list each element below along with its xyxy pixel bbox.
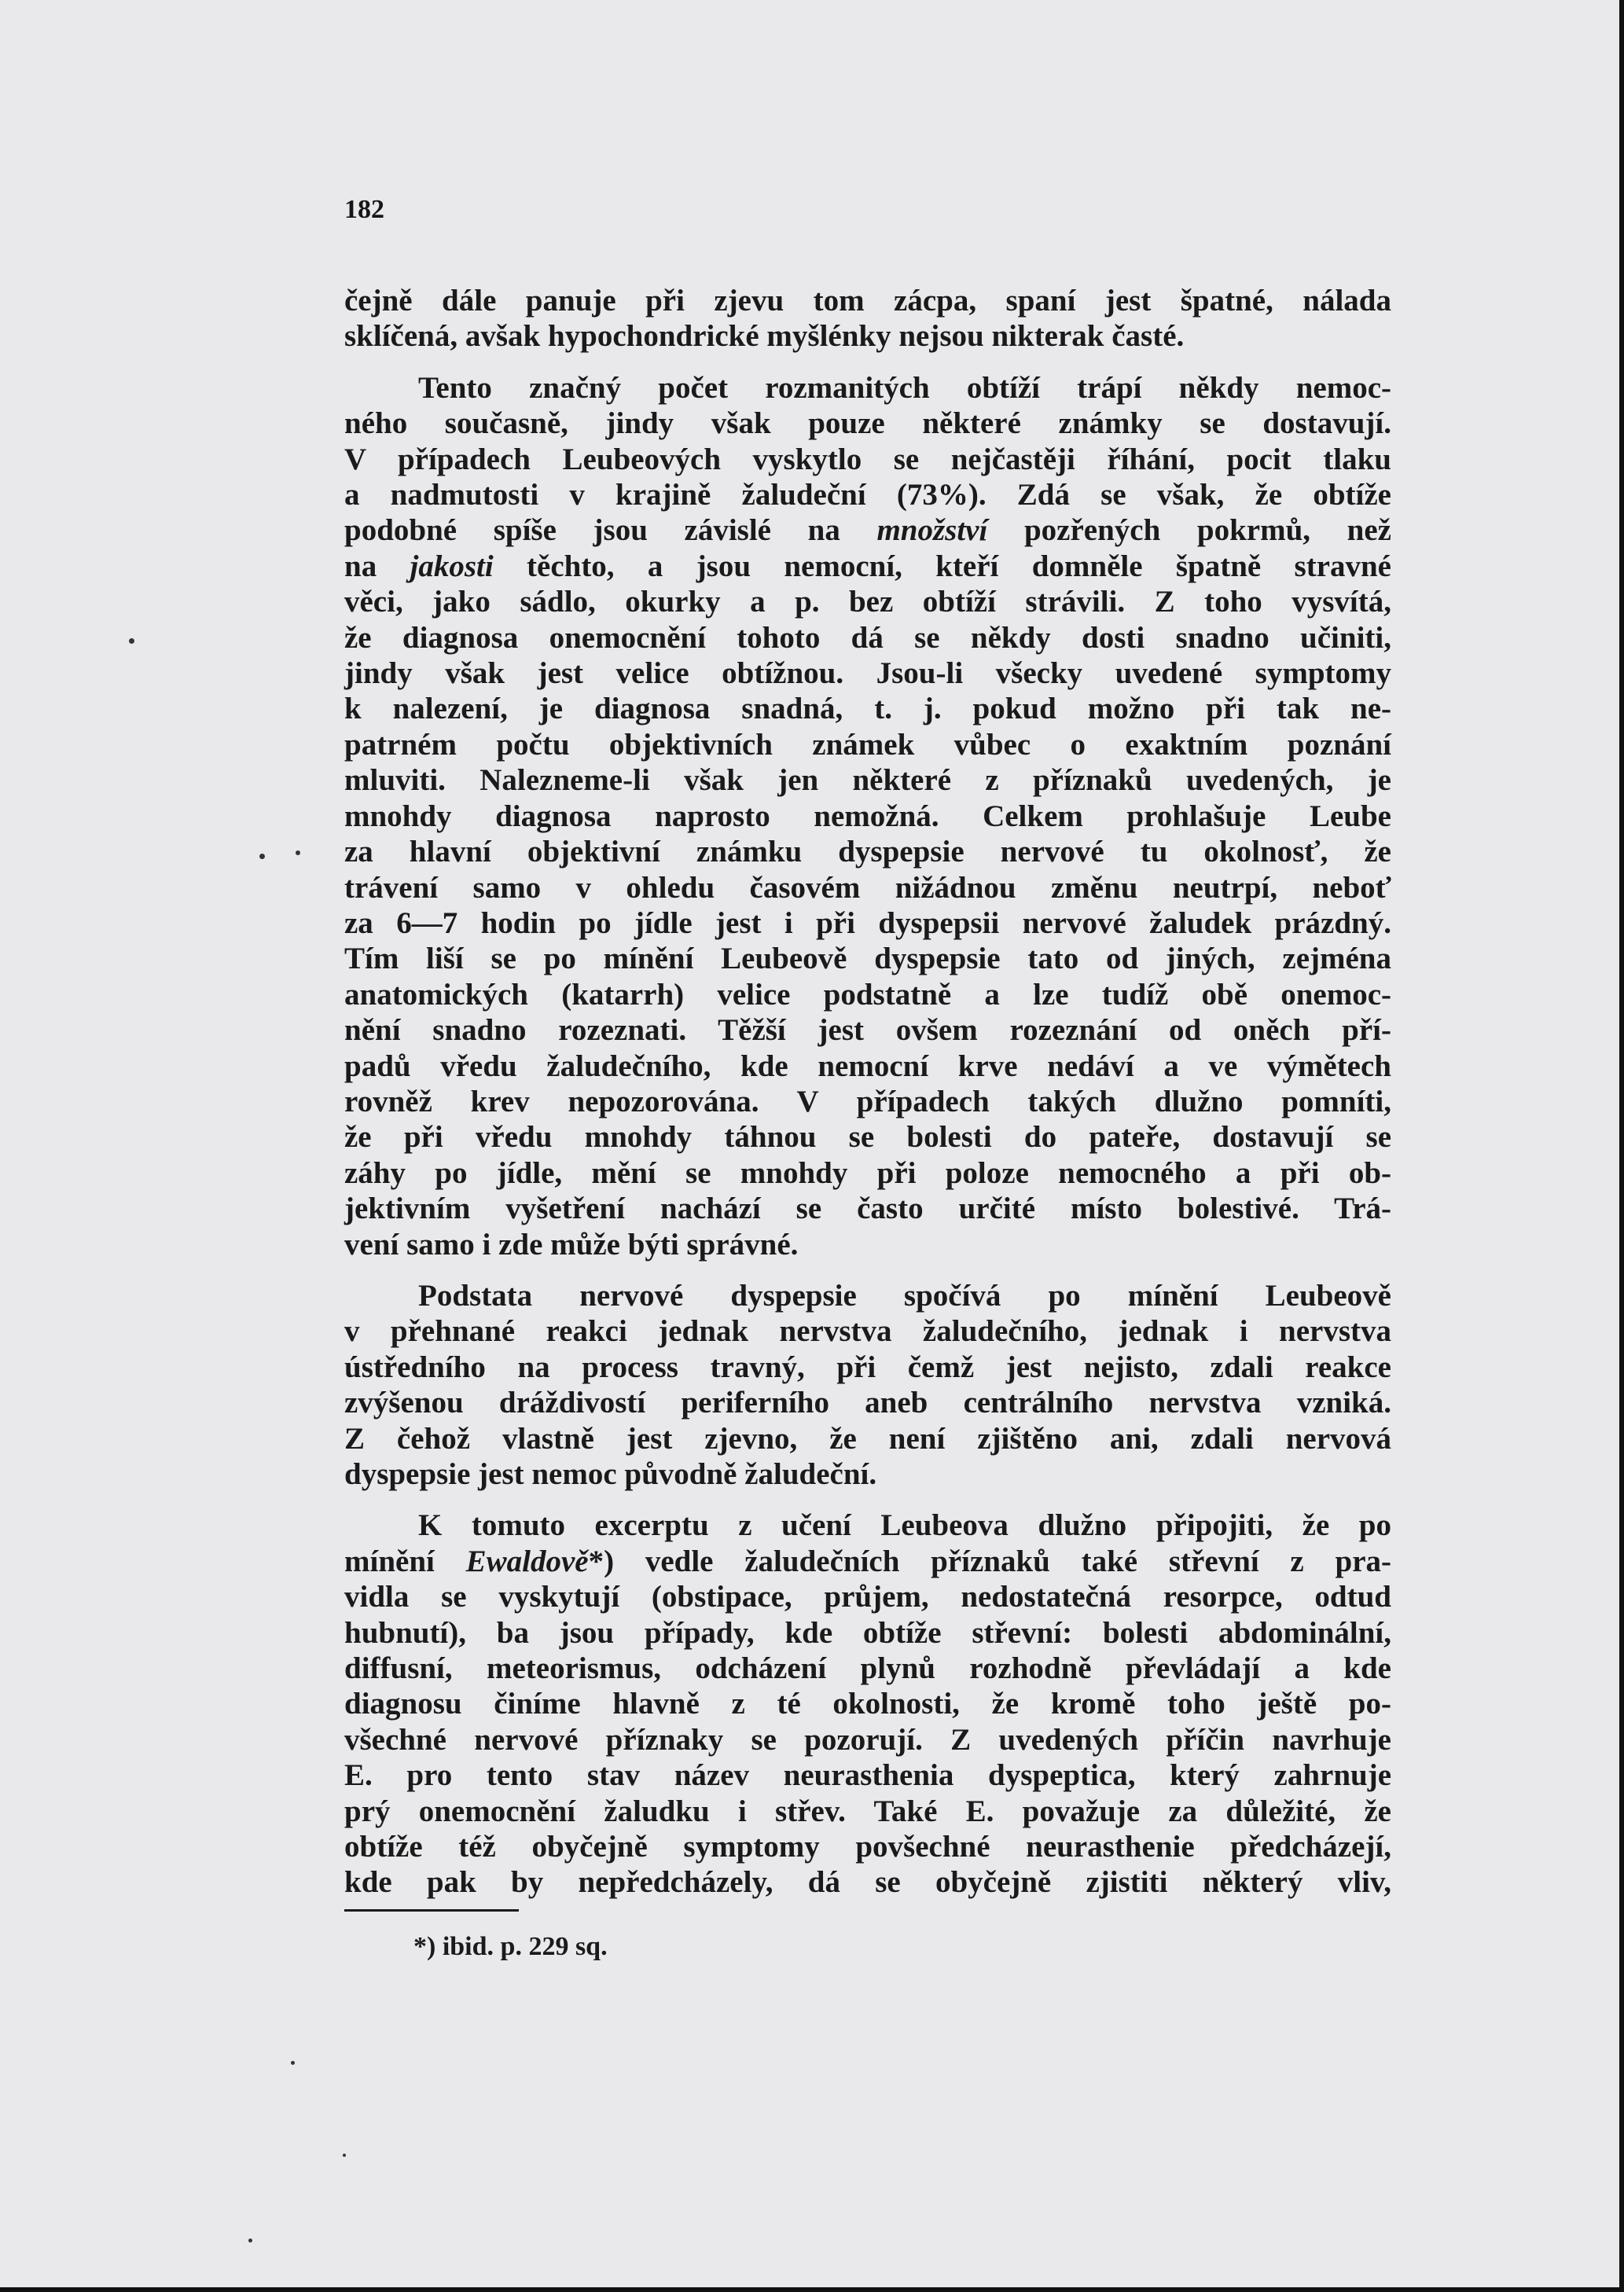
text-line: trávení samo v ohledu časovém nižádnou změnu neutrpí, neboť <box>344 870 1391 905</box>
text-body <box>344 283 1391 1901</box>
text-line: mnohdy diagnosa naprosto nemožná. Celkem prohlašuje Leube <box>344 799 1391 833</box>
paragraph-1 <box>344 283 1391 354</box>
text-line: vidla se vyskytují (obstipace, průjem, nedostatečná resorpce, odtud <box>344 1580 1391 1614</box>
text-line: ústředního na process travný, při čemž jest nejisto, zdali reakce <box>344 1350 1391 1384</box>
scan-speck <box>291 2061 295 2065</box>
text-line: že při vředu mnohdy táhnou se bolesti do pateře, dostavují se <box>344 1120 1391 1155</box>
text-line: sklíčená, avšak hypochondrické myšlénky nejsou nikterak časté. <box>344 319 1185 354</box>
text-line: jindy však jest velice obtížnou. Jsou-li všecky uvedené symptomy <box>344 656 1391 691</box>
page-number: 182 <box>344 195 384 224</box>
text-line: ného současně, jindy však pouze některé známky se dostavují. <box>344 406 1391 441</box>
text-line: za hlavní objektivní známku dyspepsie nervové tu okolnosť, že <box>344 835 1391 869</box>
text-line: patrném počtu objektivních známek vůbec o exaktním poznání <box>344 727 1391 762</box>
scan-speck <box>259 854 265 859</box>
text-line: záhy po jídle, mění se mnohdy při poloze nemocného a při ob- <box>344 1155 1391 1190</box>
text-line: E. pro tento stav název neurasthenia dyspeptica, který zahrnuje <box>344 1758 1391 1793</box>
text-line: věci, jako sádlo, okurky a p. bez obtíží strávili. Z toho vysvítá, <box>344 585 1391 619</box>
emphasis: jakosti <box>410 549 494 583</box>
text-line: a nadmutosti v krajině žaludeční (73%). Zdá se však, že obtíže <box>344 478 1391 512</box>
text-line: podobné spíše jsou závislé na množství pozřených pokrmů, než <box>344 513 1391 548</box>
paragraph-4 <box>344 1508 1391 1900</box>
text-line: prý onemocnění žaludku i střev. Také E. považuje za důležité, že <box>344 1794 1391 1828</box>
paragraph-3 <box>344 1278 1391 1492</box>
text-line: V případech Leubeových vyskytlo se nejčastěji říhání, pocit tlaku <box>344 442 1391 476</box>
text-line: diffusní, meteorismus, odcházení plynů rozhodně převládají a kde <box>344 1651 1391 1686</box>
text-line: za 6—7 hodin po jídle jest i při dyspepsii nervové žaludek prázdný. <box>344 905 1391 940</box>
text-line: v přehnané reakci jednak nervstva žaludečního, jednak i nervstva <box>344 1314 1391 1349</box>
text-line: mínění Ewaldově*) vedle žaludečních příznaků také střevní z pra- <box>344 1544 1391 1578</box>
text-line: Z čehož vlastně jest zjevno, že není zjištěno ani, zdali nervová <box>344 1421 1391 1456</box>
scan-speck <box>248 2239 252 2242</box>
text-line: anatomických (katarrh) velice podstatně a lze tudíž obě onemoc- <box>344 977 1391 1012</box>
text-line: že diagnosa onemocnění tohoto dá se někdy dosti snadno učiniti, <box>344 620 1391 655</box>
paragraph-2 <box>344 370 1391 1262</box>
scan-speck <box>343 2154 346 2157</box>
text-line: mluviti. Nalezneme-li však jen některé z příznaků uvedených, je <box>344 763 1391 798</box>
text-line: k nalezení, je diagnosa snadná, t. j. pokud možno při tak ne- <box>344 692 1391 726</box>
emphasis: množství <box>876 513 988 548</box>
text-line: hubnutí), ba jsou případy, kde obtíže střevní: bolesti abdominální, <box>344 1615 1391 1650</box>
text-line: všechné nervové příznaky se pozorují. Z uvedených příčin navrhuje <box>344 1722 1391 1757</box>
text-line: čejně dále panuje při zjevu tom zácpa, spaní jest špatné, nálada <box>344 284 1391 318</box>
text-line: nění snadno rozeznati. Těžší jest ovšem rozeznání od oněch pří- <box>344 1013 1391 1048</box>
text-line: Tento značný počet rozmanitých obtíží trápí někdy nemoc- <box>418 370 1391 405</box>
text-line: zvýšenou dráždivostí periferního aneb centrálního nervstva vzniká. <box>344 1386 1391 1420</box>
text-line: kde pak by nepředcházely, dá se obyčejně zjistiti některý vliv, <box>344 1865 1391 1900</box>
scan-speck <box>129 638 134 644</box>
text-line: jektivním vyšetření nachází se často určité místo bolestivé. Trá- <box>344 1192 1391 1226</box>
text-line: Podstata nervové dyspepsie spočívá po mínění Leubeově <box>418 1278 1391 1313</box>
text-line: vení samo i zde může býti správné. <box>344 1227 799 1262</box>
text-line: dyspepsie jest nemoc původně žaludeční. <box>344 1457 877 1491</box>
text-line: padů vředu žaludečního, kde nemocní krve nedáví a ve výmětech <box>344 1049 1391 1083</box>
text-line: diagnosu činíme hlavně z té okolnosti, že kromě toho ještě po- <box>344 1687 1391 1721</box>
footnote: *) ibid. p. 229 sq. <box>413 1932 608 1961</box>
footnote-divider <box>344 1909 519 1912</box>
text-line: rovněž krev nepozorována. V případech takých dlužno pomníti, <box>344 1084 1391 1118</box>
emphasis: Ewaldově <box>465 1544 589 1578</box>
text-line: na jakosti těchto, a jsou nemocní, kteří domněle špatně stravné <box>344 549 1391 583</box>
text-line: Tím liší se po mínění Leubeově dyspepsie tato od jiných, zejména <box>344 942 1391 976</box>
scan-speck <box>296 850 300 855</box>
text-line: obtíže též obyčejně symptomy povšechné neurasthenie předcházejí, <box>344 1830 1391 1864</box>
text-line: K tomuto excerptu z učení Leubeova dlužno připojiti, že po <box>418 1508 1391 1543</box>
